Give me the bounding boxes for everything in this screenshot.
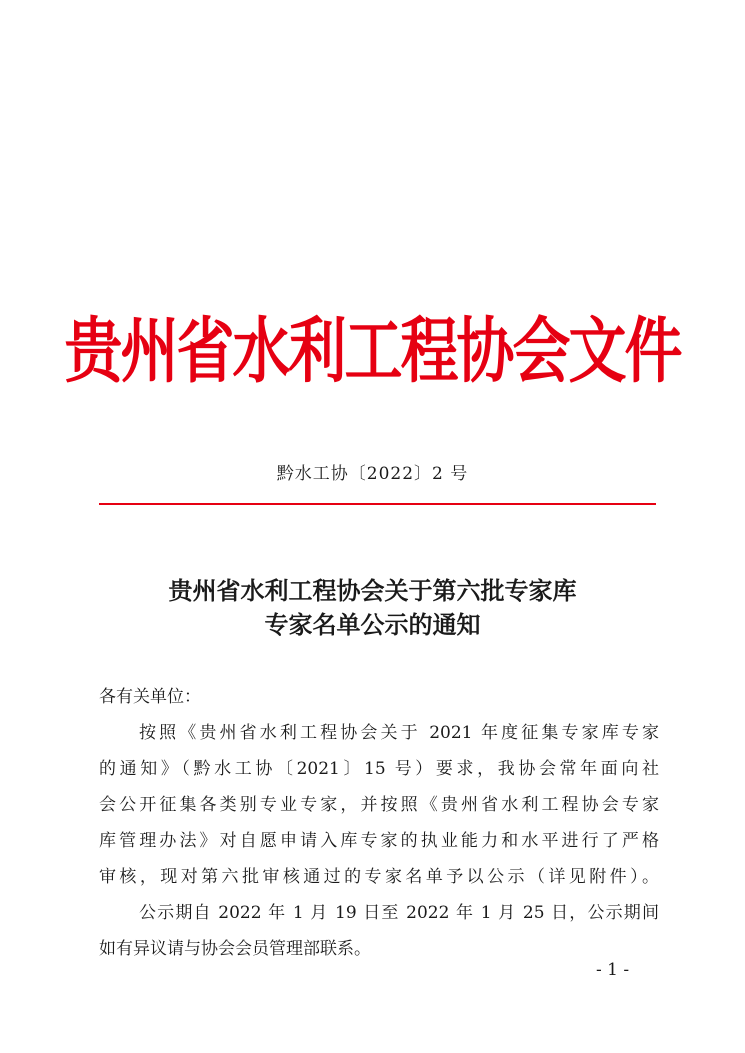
salutation: 各有关单位： [99, 687, 201, 707]
document-number: 黔水工协〔2022〕2 号 [276, 464, 469, 484]
document-title [0, 574, 745, 642]
org-header-title: 贵州省水利工程协会文件 [64, 309, 681, 393]
paragraph-1-line-1: 按照《贵州省水利工程协会关于 2021 年度征集专家库专家 [139, 723, 659, 743]
document-title-line-1: 贵州省水利工程协会关于第六批专家库 [168, 576, 577, 605]
paragraph-1-line-5: 审核，现对第六批审核通过的专家名单予以公示（详见附件）。 [99, 867, 659, 887]
red-divider-line [99, 503, 656, 505]
paragraph-2-line-2: 如有异议请与协会会员管理部联系。 [99, 939, 371, 959]
document-title-line-2: 专家名单公示的通知 [264, 610, 481, 639]
paragraph-1-line-3: 会公开征集各类别专业专家，并按照《贵州省水利工程协会专家 [99, 795, 659, 815]
paragraph-1-line-2: 的通知》（黔水工协〔2021〕15 号）要求，我协会常年面向社 [99, 759, 659, 779]
document-body [99, 679, 659, 967]
paragraph-2-line-1: 公示期自 2022 年 1 月 19 日至 2022 年 1 月 25 日，公示期间 [139, 903, 659, 923]
page-number: - 1 - [596, 960, 630, 980]
paragraph-1-line-4: 库管理办法》对自愿申请入库专家的执业能力和水平进行了严格 [99, 831, 659, 851]
